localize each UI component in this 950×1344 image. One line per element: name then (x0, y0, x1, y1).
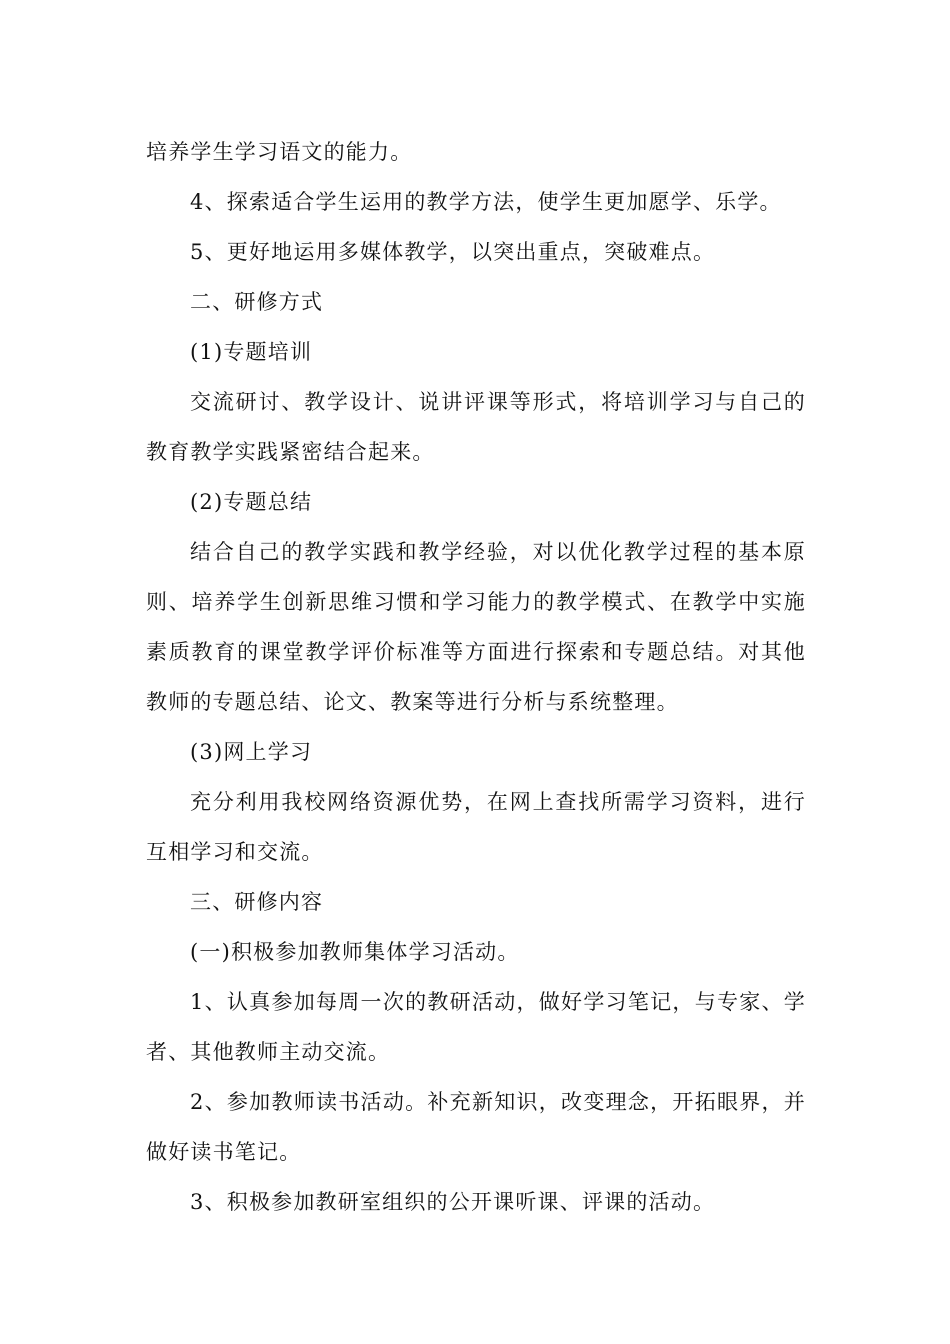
paragraph-line: 1、认真参加每周一次的教研活动，做好学习笔记，与专家、学 (190, 990, 806, 1014)
text-line-continuation: 培养学生学习语文的能力。 (146, 140, 413, 164)
paragraph-line: 交流研讨、教学设计、说讲评课等形式，将培训学习与自己的 (190, 390, 806, 414)
paragraph-line: 则、培养学生创新思维习惯和学习能力的教学模式、在教学中实施 (146, 590, 806, 614)
paragraph-line: 互相学习和交流。 (146, 840, 324, 864)
section-heading-2: 二、研修方式 (190, 290, 324, 314)
paragraph-line: 素质教育的课堂教学评价标准等方面进行探索和专题总结。对其他 (146, 640, 806, 664)
text-line-item-4: 4、探索适合学生运用的教学方法，使学生更加愿学、乐学。 (190, 190, 782, 214)
subheading-3: (3)网上学习 (190, 740, 313, 764)
text-line-item-5: 5、更好地运用多媒体教学，以突出重点，突破难点。 (190, 240, 716, 264)
subheading-1: (1)专题培训 (190, 340, 313, 364)
paragraph-line: 3、积极参加教研室组织的公开课听课、评课的活动。 (190, 1190, 716, 1214)
subheading-2: (2)专题总结 (190, 490, 313, 514)
subheading-one: (一)积极参加教师集体学习活动。 (190, 940, 520, 964)
paragraph-line: 充分利用我校网络资源优势，在网上查找所需学习资料，进行 (190, 790, 806, 814)
paragraph-line: 者、其他教师主动交流。 (146, 1040, 391, 1064)
paragraph-line: 教育教学实践紧密结合起来。 (146, 440, 435, 464)
paragraph-line: 2、参加教师读书活动。补充新知识，改变理念，开拓眼界，并 (190, 1090, 806, 1114)
paragraph-line: 做好读书笔记。 (146, 1140, 302, 1164)
paragraph-line: 教师的专题总结、论文、教案等进行分析与系统整理。 (146, 690, 679, 714)
paragraph-line: 结合自己的教学实践和教学经验，对以优化教学过程的基本原 (190, 540, 806, 564)
section-heading-3: 三、研修内容 (190, 890, 324, 914)
